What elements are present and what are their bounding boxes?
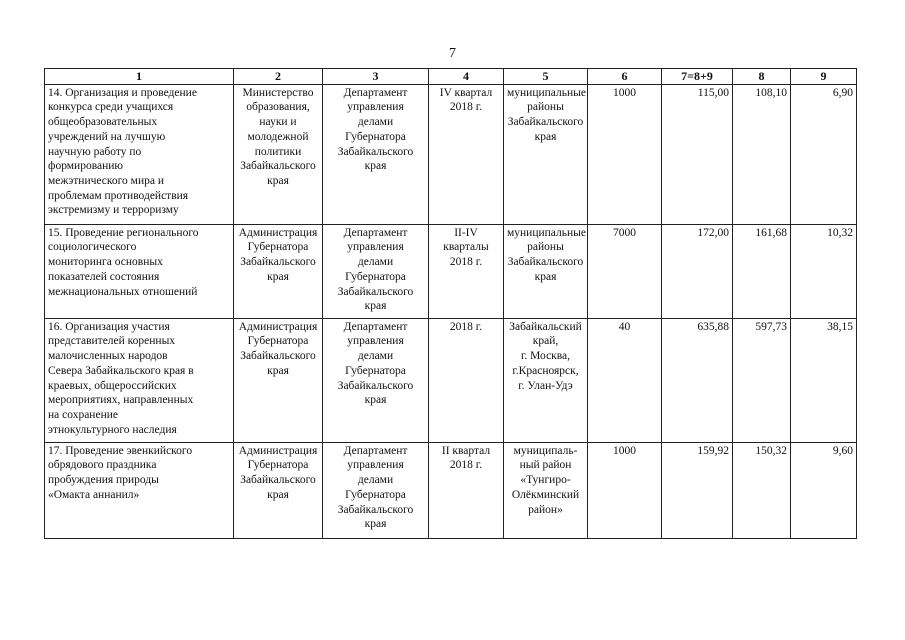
period-cell: [429, 224, 504, 318]
event-cell-line: пробуждения природы: [48, 474, 159, 487]
period-cell-line: 2018 г.: [449, 320, 483, 333]
coexecutor-cell-line: управления: [347, 101, 404, 114]
participants-cell: 40: [588, 318, 662, 442]
place-cell-line: ный район: [519, 459, 572, 472]
event-cell-line: показателей состояния: [48, 270, 160, 283]
header-row: [45, 69, 857, 85]
total-cell: 635,88: [662, 318, 733, 442]
coexecutor-cell-line: Губернатора: [345, 130, 406, 143]
responsible-cell-line: края: [267, 364, 289, 377]
table-row: [45, 224, 857, 318]
place-cell-line: «Тунгиро-: [520, 474, 571, 487]
coexecutor-cell-line: делами: [357, 256, 394, 269]
coexecutor-cell: [323, 84, 429, 224]
plan-table: [44, 68, 857, 539]
event-cell: [45, 442, 234, 538]
place-cell-line: г.Красноярск,: [512, 364, 579, 377]
place-cell: [504, 224, 588, 318]
column-header: 2: [234, 69, 323, 85]
funding-cell: 10,32: [791, 224, 857, 318]
place-cell-line: муниципальные: [507, 226, 586, 239]
coexecutor-cell-line: Забайкальского: [337, 379, 414, 392]
table-row: [45, 84, 857, 224]
event-cell-line: мониторинга основных: [48, 256, 163, 269]
coexecutor-cell-line: управления: [347, 241, 404, 254]
period-cell-line: 2018 г.: [449, 256, 483, 269]
place-cell-line: г. Москва,: [520, 350, 571, 363]
place-cell-line: Забайкальского: [507, 116, 584, 129]
coexecutor-cell-line: делами: [357, 116, 394, 129]
coexecutor-cell-line: Департамент: [343, 320, 408, 333]
responsible-cell-line: Губернатора: [247, 335, 309, 348]
funding-cell: 150,32: [733, 442, 791, 538]
responsible-cell-line: края: [267, 488, 289, 501]
event-cell-line: учреждений на лучшую: [48, 130, 166, 143]
coexecutor-cell-line: Департамент: [343, 86, 408, 99]
period-cell: [429, 84, 504, 224]
responsible-cell-line: молодежной: [247, 130, 309, 143]
coexecutor-cell: [323, 224, 429, 318]
place-cell: [504, 84, 588, 224]
event-cell-line: проблемам противодействия: [48, 189, 189, 202]
coexecutor-cell-line: Департамент: [343, 444, 408, 457]
coexecutor-cell-line: делами: [357, 474, 394, 487]
coexecutor-cell-line: края: [364, 394, 387, 407]
event-cell-line: формированию: [48, 160, 123, 173]
period-cell: [429, 318, 504, 442]
responsible-cell-line: науки и: [259, 116, 297, 129]
coexecutor-cell-line: Губернатора: [345, 364, 406, 377]
coexecutor-cell: [323, 318, 429, 442]
page-number: 7: [449, 46, 456, 61]
coexecutor-cell-line: Забайкальского: [337, 503, 414, 516]
responsible-cell-line: Губернатора: [247, 459, 309, 472]
responsible-cell: [234, 224, 323, 318]
place-cell-line: Олёкминский: [511, 488, 580, 501]
responsible-cell: [234, 84, 323, 224]
table-row: [45, 442, 857, 538]
responsible-cell-line: Забайкальского: [240, 474, 316, 487]
participants-cell: 1000: [588, 84, 662, 224]
coexecutor-cell-line: управления: [347, 459, 404, 472]
column-header: 6: [588, 69, 662, 85]
column-header: 8: [733, 69, 791, 85]
funding-cell: 38,15: [791, 318, 857, 442]
responsible-cell-line: края: [267, 270, 289, 283]
responsible-cell-line: края: [267, 174, 289, 187]
responsible-cell-line: Министерство: [242, 86, 314, 99]
event-cell-line: межнациональных отношений: [48, 285, 198, 298]
coexecutor-cell-line: управления: [347, 335, 404, 348]
event-cell-line: общеобразовательных: [48, 116, 158, 129]
coexecutor-cell-line: края: [364, 300, 387, 313]
event-cell-line: межэтнического мира и: [48, 174, 164, 187]
coexecutor-cell-line: Губернатора: [345, 270, 406, 283]
place-cell-line: края: [534, 130, 557, 143]
funding-cell: 597,73: [733, 318, 791, 442]
coexecutor-cell: [323, 442, 429, 538]
place-cell-line: муниципаль-: [513, 444, 578, 457]
funding-cell: 108,10: [733, 84, 791, 224]
coexecutor-cell-line: Забайкальского: [337, 145, 414, 158]
place-cell-line: край,: [532, 335, 559, 348]
coexecutor-cell-line: Забайкальского: [337, 285, 414, 298]
event-cell-line: экстремизму и терроризму: [48, 204, 179, 217]
place-cell: [504, 442, 588, 538]
place-cell-line: Забайкальского: [507, 256, 584, 269]
place-cell: [504, 318, 588, 442]
responsible-cell-line: Администрация: [238, 444, 318, 457]
column-header: 4: [429, 69, 504, 85]
total-cell: 115,00: [662, 84, 733, 224]
event-cell-line: научную работу по: [48, 145, 142, 158]
coexecutor-cell-line: края: [364, 518, 387, 531]
event-cell-line: краевых, общероссийских: [48, 379, 177, 392]
place-cell-line: Забайкальский: [509, 320, 582, 333]
period-cell-line: 2018 г.: [449, 101, 483, 114]
event-cell-line: социологического: [48, 241, 137, 254]
event-cell-line: Севера Забайкальского края в: [48, 364, 194, 377]
event-cell: [45, 318, 234, 442]
responsible-cell-line: образования,: [246, 101, 310, 114]
responsible-cell-line: политики: [254, 145, 302, 158]
participants-cell: 7000: [588, 224, 662, 318]
responsible-cell-line: Администрация: [238, 226, 318, 239]
event-cell-line: представителей коренных: [48, 335, 176, 348]
event-cell-line: 17. Проведение эвенкийского: [48, 444, 193, 457]
event-cell-line: мероприятиях, направленных: [48, 394, 194, 407]
responsible-cell-line: Забайкальского: [240, 350, 316, 363]
period-cell-line: кварталы: [443, 241, 489, 254]
column-header: 9: [791, 69, 857, 85]
event-cell-line: конкурса среди учащихся: [48, 101, 174, 114]
column-header: 1: [45, 69, 234, 85]
coexecutor-cell-line: края: [364, 160, 387, 173]
period-cell-line: IV квартал: [439, 86, 493, 99]
column-header: 5: [504, 69, 588, 85]
total-cell: 159,92: [662, 442, 733, 538]
column-header: 7=8+9: [662, 69, 733, 85]
event-cell-line: «Омакта аннанил»: [48, 488, 140, 501]
place-cell-line: края: [534, 270, 557, 283]
table-row: [45, 318, 857, 442]
responsible-cell-line: Забайкальского: [240, 256, 316, 269]
column-header: 3: [323, 69, 429, 85]
place-cell-line: г. Улан-Удэ: [518, 379, 573, 392]
period-cell-line: 2018 г.: [449, 459, 483, 472]
responsible-cell-line: Забайкальского: [240, 160, 316, 173]
funding-cell: 161,68: [733, 224, 791, 318]
place-cell-line: район»: [528, 503, 563, 516]
period-cell: [429, 442, 504, 538]
place-cell-line: муниципальные: [507, 86, 586, 99]
event-cell-line: на сохранение: [48, 408, 118, 421]
period-cell-line: II-IV: [454, 226, 478, 239]
funding-cell: 6,90: [791, 84, 857, 224]
event-cell-line: малочисленных народов: [48, 350, 168, 363]
event-cell-line: 16. Организация участия: [48, 320, 170, 333]
coexecutor-cell-line: Департамент: [343, 226, 408, 239]
event-cell: [45, 224, 234, 318]
place-cell-line: районы: [527, 101, 564, 114]
event-cell-line: 14. Организация и проведение: [48, 86, 197, 99]
event-cell-line: обрядового праздника: [48, 459, 157, 472]
funding-cell: 9,60: [791, 442, 857, 538]
responsible-cell: [234, 318, 323, 442]
responsible-cell-line: Администрация: [238, 320, 318, 333]
event-cell: [45, 84, 234, 224]
participants-cell: 1000: [588, 442, 662, 538]
event-cell-line: этнокультурного наследия: [48, 423, 177, 436]
coexecutor-cell-line: Губернатора: [345, 488, 406, 501]
responsible-cell: [234, 442, 323, 538]
coexecutor-cell-line: делами: [357, 350, 394, 363]
responsible-cell-line: Губернатора: [247, 241, 309, 254]
event-cell-line: 15. Проведение регионального: [48, 226, 199, 239]
total-cell: 172,00: [662, 224, 733, 318]
period-cell-line: II квартал: [441, 444, 491, 457]
place-cell-line: районы: [527, 241, 564, 254]
